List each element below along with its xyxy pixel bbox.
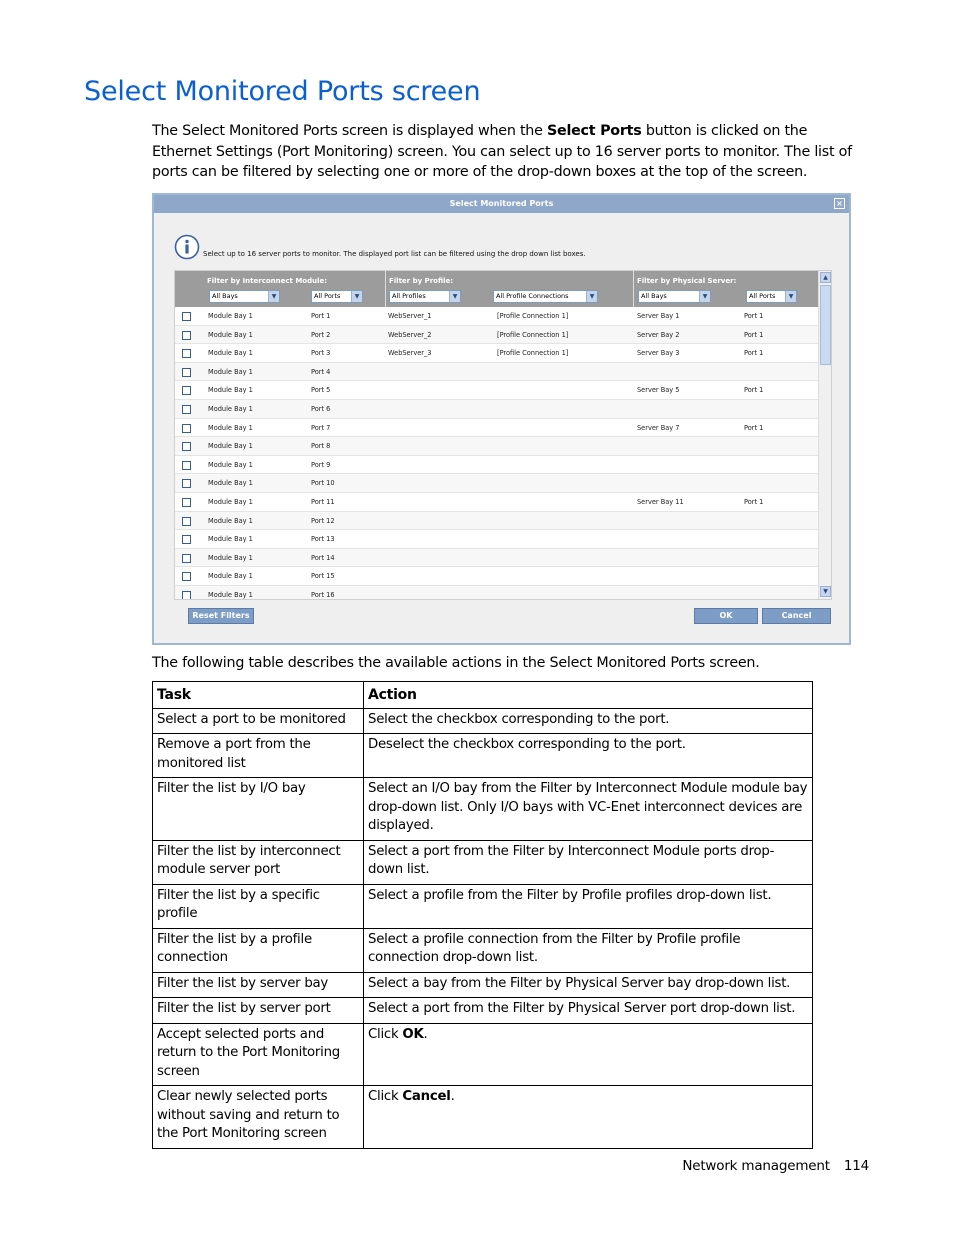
cell-port: Port 14 [311,553,335,562]
cell-profile: WebServer_1 [388,312,432,320]
chevron-down-icon: ▼ [699,291,710,302]
port-checkbox[interactable] [182,572,191,581]
action-cell: Select a profile from the Filter by Profile profiles drop-down list. [364,884,813,928]
action-bold-text: Cancel [402,1089,451,1104]
filter-server-ports-select[interactable] [746,290,797,303]
filter-interconnect-label: Filter by Interconnect Module: [207,277,328,285]
port-row[interactable] [175,307,819,326]
cell-server: Server Bay 2 [637,330,680,339]
port-checkbox[interactable] [182,591,191,600]
filter-row [175,271,819,307]
cell-module: Module Bay 1 [208,572,253,581]
filter-profile-label: Filter by Profile: [389,277,454,285]
action-cell: Select a bay from the Filter by Physical Server bay drop-down list. [364,972,813,998]
port-checkbox[interactable] [182,498,191,507]
port-row[interactable] [175,381,819,400]
port-checkbox[interactable] [182,331,191,340]
action-cell: Select a port from the Filter by Interconnect Module ports drop-down list. [364,840,813,884]
action-column-header: Action [364,682,813,709]
port-checkbox[interactable] [182,554,191,563]
info-icon [174,234,200,260]
select-monitored-ports-dialog [152,193,851,645]
scroll-thumb[interactable] [820,285,831,365]
port-row[interactable] [175,512,819,531]
action-text: Click [368,1026,403,1042]
footer-section: Network management [682,1158,830,1174]
cell-module: Module Bay 1 [208,535,253,544]
cell-port: Port 5 [311,386,331,395]
table-row [153,840,813,884]
filter-profiles-select[interactable] [389,290,461,303]
select-value: All Bays [641,292,667,300]
table-row [153,998,813,1024]
port-checkbox[interactable] [182,479,191,488]
cell-connection: [Profile Connection 1] [497,330,569,339]
intro-text-start: The Select Monitored Ports screen is displayed when the [152,123,547,139]
chevron-down-icon: ▼ [268,291,279,302]
scroll-down-icon[interactable]: ▼ [820,586,831,597]
port-checkbox[interactable] [182,368,191,377]
cell-server: Server Bay 3 [637,349,680,358]
cell-module: Module Bay 1 [208,423,253,432]
task-cell: Filter the list by I/O bay [153,778,364,841]
dialog-title: Select Monitored Ports [449,199,554,208]
table-row [153,972,813,998]
cell-module: Module Bay 1 [208,330,253,339]
action-cell: Select the checkbox corresponding to the port. [364,708,813,734]
port-checkbox[interactable] [182,442,191,451]
cell-connection: [Profile Connection 1] [497,312,569,320]
port-checkbox[interactable] [182,349,191,358]
filter-server-label: Filter by Physical Server: [637,277,737,285]
table-row [153,708,813,734]
cell-port: Port 3 [311,349,331,358]
chevron-down-icon: ▼ [586,291,597,302]
task-cell: Filter the list by a specific profile [153,884,364,928]
ok-button[interactable]: OK [694,608,758,624]
cell-port: Port 7 [311,423,331,432]
action-cell [364,1023,813,1086]
chevron-down-icon: ▼ [449,291,460,302]
cell-port: Port 16 [311,590,335,599]
select-value: All Profiles [392,292,426,300]
port-checkbox[interactable] [182,386,191,395]
cancel-button[interactable]: Cancel [762,608,831,624]
port-row[interactable] [175,474,819,493]
intro-text-end: button is clicked on the Ethernet Settings (Port Monitoring) screen. You can select up to 16 server ports to monitor. The list of ports can be filtered by selecting one or more of the drop-down boxes at the top of the screen. [152,123,852,181]
task-column-header: Task [153,682,364,709]
grid-scrollbar[interactable] [818,271,831,599]
port-rows [175,307,819,600]
port-row[interactable] [175,456,819,475]
cell-module: Module Bay 1 [208,367,253,376]
task-cell: Filter the list by server bay [153,972,364,998]
cell-server: Server Bay 5 [637,386,680,395]
cell-server: Server Bay 1 [637,312,680,320]
action-text: Click [368,1089,403,1104]
port-checkbox[interactable] [182,424,191,433]
intro-bold-select-ports: Select Ports [546,123,642,139]
cell-port: Port 1 [311,312,331,320]
cell-port: Port 11 [311,497,335,506]
port-row[interactable] [175,400,819,419]
port-row[interactable] [175,419,819,438]
cell-module: Module Bay 1 [208,442,253,451]
port-row[interactable] [175,586,819,600]
action-cell: Select a profile connection from the Filter by Profile profile connection drop-down list. [364,928,813,972]
port-row[interactable] [175,567,819,586]
port-row[interactable] [175,437,819,456]
cell-port: Port 6 [311,404,331,413]
action-cell [364,1086,813,1149]
port-row[interactable] [175,363,819,382]
action-text: . [423,1026,428,1042]
port-row[interactable] [175,344,819,363]
actions-table-body [153,708,813,1148]
filter-module-bays-select[interactable] [209,290,280,303]
cell-connection: [Profile Connection 1] [497,349,569,358]
task-cell: Accept selected ports and return to the Port Monitoring screen [153,1023,364,1086]
select-value: All Ports [749,292,776,300]
dialog-titlebar [154,195,849,213]
cell-port: Port 2 [311,330,331,339]
port-row[interactable] [175,326,819,345]
select-value: All Bays [212,292,238,300]
cell-module: Module Bay 1 [208,404,253,413]
task-cell: Select a port to be monitored [153,708,364,734]
close-icon[interactable]: × [834,198,845,209]
filter-module-ports-select[interactable] [311,290,363,303]
task-cell: Filter the list by a profile connection [153,928,364,972]
action-bold-text: OK [402,1026,424,1042]
cell-sport: Port 1 [744,349,764,358]
cell-profile: WebServer_2 [388,330,432,339]
page-number: 114 [843,1158,869,1174]
actions-table [152,681,813,1149]
cell-module: Module Bay 1 [208,553,253,562]
cell-sport: Port 1 [744,312,764,320]
scroll-up-icon[interactable]: ▲ [820,272,831,283]
task-cell: Filter the list by interconnect module server port [153,840,364,884]
cell-server: Server Bay 11 [637,497,684,506]
table-row [153,884,813,928]
cell-port: Port 12 [311,516,335,525]
table-row [153,778,813,841]
filter-separator [633,271,634,307]
chevron-down-icon: ▼ [785,291,796,302]
cell-module: Module Bay 1 [208,590,253,599]
filter-server-bays-select[interactable] [638,290,711,303]
cell-port: Port 4 [311,367,331,376]
port-row[interactable] [175,549,819,568]
table-row [153,1086,813,1149]
port-checkbox[interactable] [182,312,191,321]
action-cell: Select a port from the Filter by Physical Server port drop-down list. [364,998,813,1024]
port-checkbox[interactable] [182,517,191,526]
cell-server: Server Bay 7 [637,423,680,432]
task-cell: Remove a port from the monitored list [153,734,364,778]
port-row[interactable] [175,493,819,512]
intro-paragraph [152,121,868,183]
cell-module: Module Bay 1 [208,460,253,469]
cell-port: Port 9 [311,460,331,469]
cell-port: Port 13 [311,535,335,544]
reset-filters-button[interactable]: Reset Filters [188,608,254,624]
cell-module: Module Bay 1 [208,312,253,320]
select-value: All Ports [314,292,341,300]
action-cell: Deselect the checkbox corresponding to the port. [364,734,813,778]
cell-sport: Port 1 [744,423,764,432]
port-row[interactable] [175,530,819,549]
table-row [153,734,813,778]
table-intro: The following table describes the available actions in the Select Monitored Ports screen. [152,655,760,671]
cell-module: Module Bay 1 [208,479,253,488]
chevron-down-icon: ▼ [351,291,362,302]
cell-sport: Port 1 [744,497,764,506]
cell-sport: Port 1 [744,330,764,339]
action-cell: Select an I/O bay from the Filter by Interconnect Module module bay drop-down list. Only I/O bays with VC-Enet interconnect devices are displayed. [364,778,813,841]
cell-profile: WebServer_3 [388,349,432,358]
page-footer [682,1158,869,1174]
port-checkbox[interactable] [182,535,191,544]
select-value: All Profile Connections [496,292,569,300]
filter-profile-connections-select[interactable] [493,290,598,303]
cell-module: Module Bay 1 [208,349,253,358]
filter-separator [385,271,386,307]
port-checkbox[interactable] [182,405,191,414]
cell-sport: Port 1 [744,386,764,395]
table-row [153,928,813,972]
port-checkbox[interactable] [182,461,191,470]
cell-module: Module Bay 1 [208,516,253,525]
action-text: . [450,1089,455,1104]
page-title: Select Monitored Ports screen [84,76,481,107]
cell-port: Port 10 [311,479,335,488]
ports-grid [174,270,832,600]
table-header-row [153,682,813,709]
cell-port: Port 15 [311,572,335,581]
task-cell: Clear newly selected ports without saving and return to the Port Monitoring screen [153,1086,364,1149]
cell-port: Port 8 [311,442,331,451]
task-cell: Filter the list by server port [153,998,364,1024]
dialog-instruction: Select up to 16 server ports to monitor. The displayed port list can be filtered using the drop down list boxes. [203,250,586,258]
cell-module: Module Bay 1 [208,497,253,506]
table-row [153,1023,813,1086]
cell-module: Module Bay 1 [208,386,253,395]
